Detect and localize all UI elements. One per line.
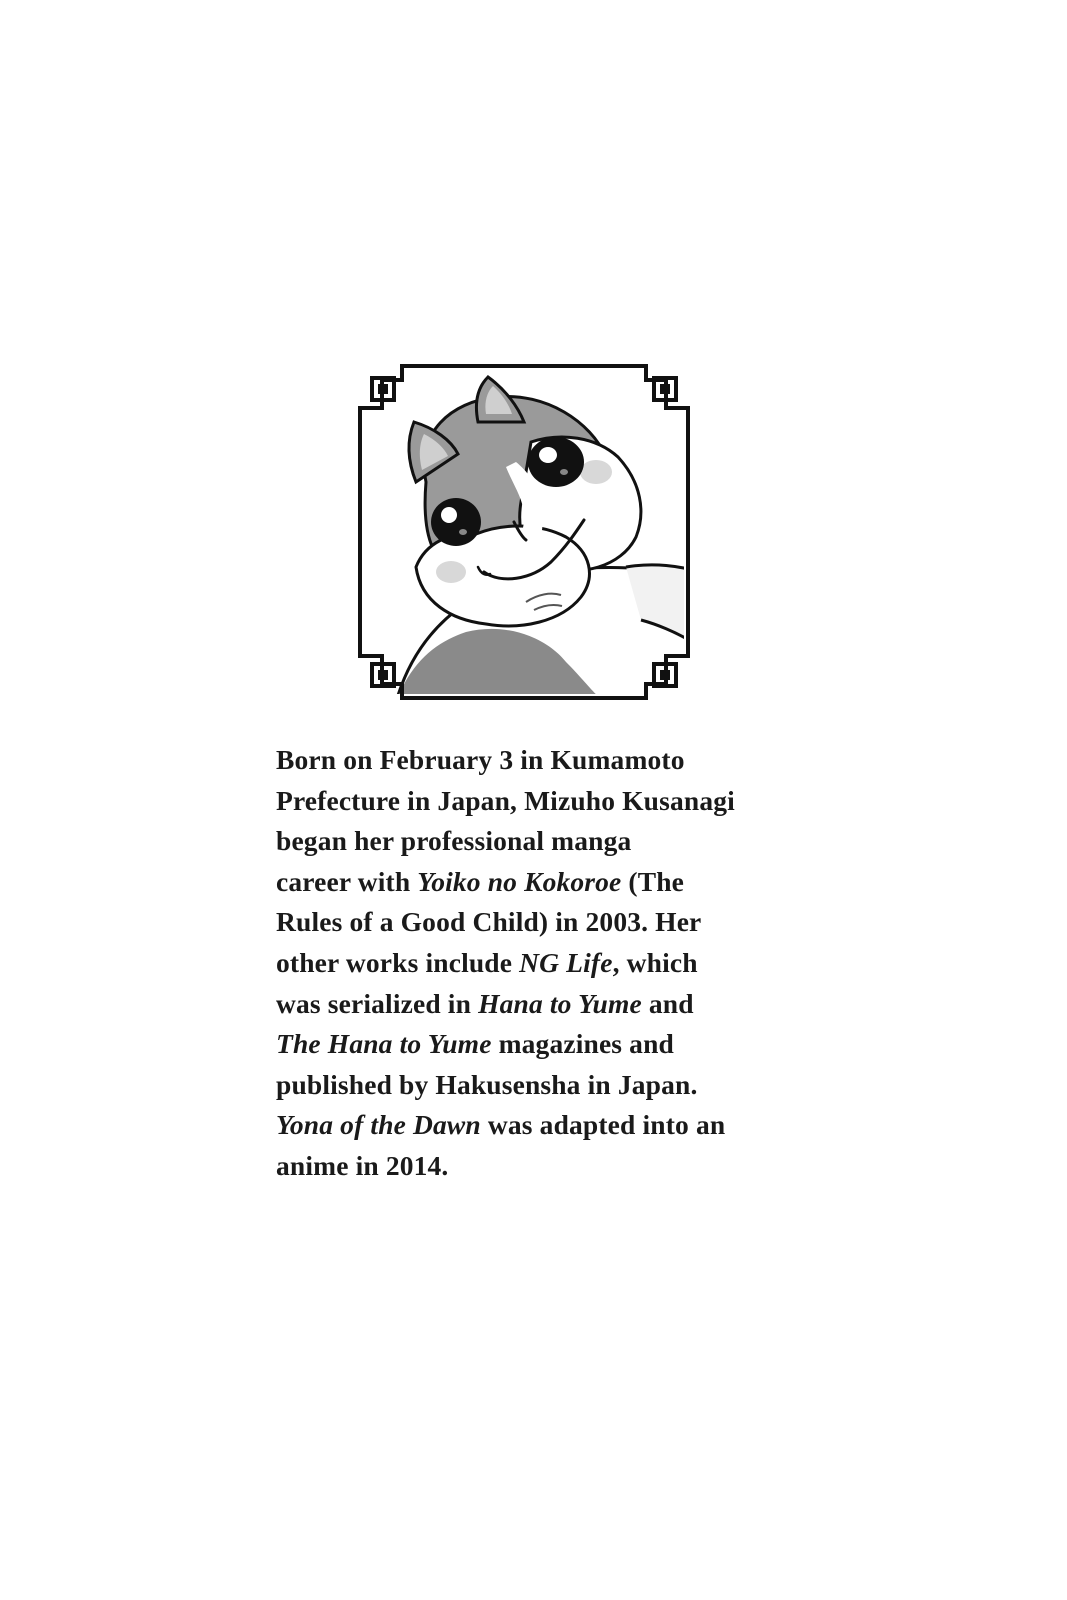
bio-text: career with xyxy=(276,865,418,897)
bio-text: , which xyxy=(612,946,698,978)
bio-line: Born on February 3 in Kumamoto xyxy=(276,744,685,775)
bio-line: Prefecture in Japan, Mizuho Kusanagi xyxy=(276,784,735,816)
bio-text: other works include xyxy=(276,946,520,978)
bio-line: began her professional manga xyxy=(276,825,632,857)
author-portrait xyxy=(356,362,692,702)
bio-text: (The xyxy=(621,865,685,897)
squirrel-portrait-icon xyxy=(356,362,692,702)
work-title: Yoiko no Kokoroe xyxy=(417,865,622,897)
bio-text: and xyxy=(641,987,694,1019)
bio-text: was adapted into an xyxy=(480,1109,726,1141)
bio-line xyxy=(276,1024,816,1065)
bio-line: published by Hakusensha in Japan. xyxy=(276,1068,698,1100)
work-title: Yona of the Dawn xyxy=(276,1109,481,1141)
bio-line xyxy=(276,984,816,1025)
bio-line: Rules of a Good Child) in 2003. Her xyxy=(276,906,702,938)
squirrel-illustration xyxy=(396,377,692,702)
author-biography xyxy=(276,740,816,1187)
work-title: The Hana to Yume xyxy=(276,1028,492,1060)
work-title: NG Life xyxy=(519,946,613,978)
bio-line xyxy=(276,943,816,984)
bio-line: anime in 2014. xyxy=(276,1149,449,1181)
work-title: Hana to Yume xyxy=(478,987,642,1019)
bio-line xyxy=(276,862,816,903)
bio-line xyxy=(276,1105,816,1146)
bio-text: magazines and xyxy=(491,1028,674,1060)
bio-text: was serialized in xyxy=(276,987,479,1019)
